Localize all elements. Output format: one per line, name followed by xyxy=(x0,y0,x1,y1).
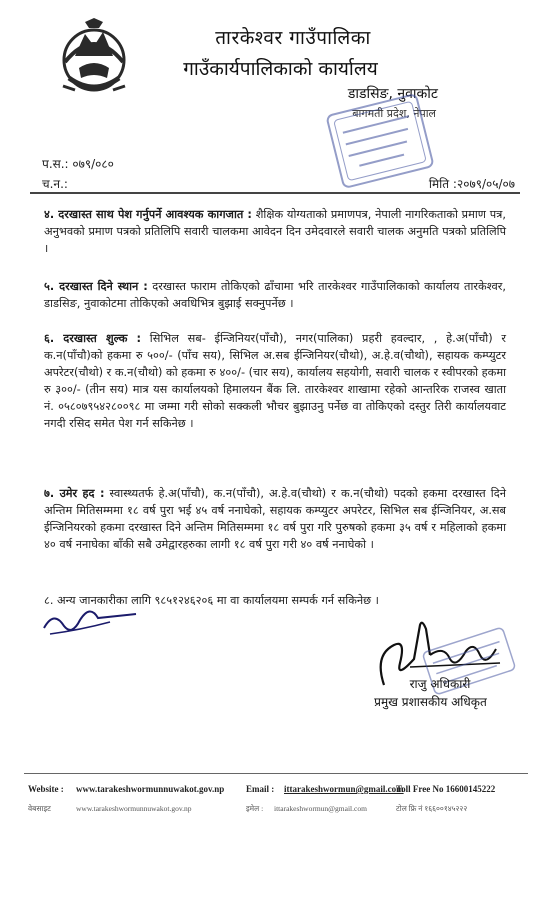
email-label-nepali: इमेल : xyxy=(246,804,264,813)
signatory-title: प्रमुख प्रशासकीय अधिकृत xyxy=(374,695,487,709)
office-name: गाउँकार्यपालिकाको कार्यालय xyxy=(183,58,378,80)
section-text: सिभिल सब- ईन्जिनियर(पाँचौ), नगर(पालिका) प्रहरी हवल्दार, , हे.अ(पाँचौ) र क.न(पाँचौ)को हकमा रु ५००/- (पाँच सय), सिभिल अ.सब ईन्जिनियर(चौथो), अ.हे.व(चौथो), सहायक कम्प्युटर अपरेटर(चौथो) र क.न(चौथो) को हकमा रु ४००/- (चार सय), कार्यालय सहयोगी, सवारी चालक र स्वीपरको हकमा रु ३००/- (तीन सय) मात्र यस कार्यालयको हिमालयन बैंक लि. तारकेश्वर शाखामा रहेको आन्तरिक राजस्व खाता नं. ०५८०७९५४२८००९८ मा जम्मा गरी सोको सक्कली भौचर बुझाउनु पर्नेछ वा तोकिएको दस्तुर तिरी कार्यालयवाट नगदी रसिद समेत पेश गर्न सकिनेछ । xyxy=(44,332,506,430)
section-age-limit xyxy=(44,485,506,553)
footer-divider xyxy=(24,773,528,774)
letter-ps-number: प.स.: ०७९/०८० xyxy=(42,157,114,171)
section-heading: ७. उमेर हद : xyxy=(44,487,105,500)
email-label: Email : xyxy=(246,784,275,794)
section-heading: ६. दरखास्त शुल्क : xyxy=(44,332,142,345)
email-link-nepali[interactable]: ittarakeshwormun@gmail.com xyxy=(274,804,367,813)
section-other-info: ८. अन्य जानकारीका लागि ९८५१२४६२०६ मा वा कार्यालयमा सम्पर्क गर्न सकिनेछ । xyxy=(44,594,379,607)
section-application-fee xyxy=(44,330,506,432)
municipality-name: तारकेश्वर गाउँपालिका xyxy=(215,27,371,49)
email-link[interactable]: ittarakeshwormun@gmail.com xyxy=(284,784,404,794)
letter-date: मिति :२०७९/०५/०७ xyxy=(428,177,515,191)
section-text: दरखास्त फाराम तोकिएको ढाँचामा भरि तारकेश्वर गाउँपालिकाको कार्यालय तारकेश्वर, डाडसिङ, नुवाकोटमा तोकिएको अवधिभित्र बुझाई सक्नुपर्नेछ । xyxy=(44,280,506,310)
section-text: स्वास्थ्यतर्फ हे.अ(पाँचौ), क.न(पाँचौ), अ.हे.व(चौथो) र क.न(चौथो) पदको हकमा दरखास्त दिने अन्तिम मितिसम्ममा १८ वर्ष पुरा भई ४५ वर्ष ननाघेको, सहायक कम्प्युटर अपरेटर, सिभिल सब ईन्जिनियर, अ.सब ईन्जिनियरको हकमा दरखास्त दिने अन्तिम मितिसम्ममा १८ वर्ष पुरा गरि पुरुषको हकमा ३५ वर्ष र महिलाको हकमा ४० वर्ष ननाघेका बाँकी सबै उमेद्वारहरुका लागी १८ वर्ष पुरा गरी ४० वर्ष ननाघेको । xyxy=(44,487,506,551)
website-link[interactable]: www.tarakeshwormunnuwakot.gov.np xyxy=(76,784,225,794)
nepal-emblem-icon xyxy=(55,16,133,100)
section-submission-place xyxy=(44,278,506,312)
dispatch-number: च.न.: xyxy=(42,177,68,191)
website-label-nepali: वेबसाइट xyxy=(28,804,51,813)
header-divider xyxy=(30,192,520,194)
section-required-documents xyxy=(44,206,506,257)
section-heading: ५. दरखास्त दिने स्थान : xyxy=(44,280,148,293)
section-text: शैक्षिक योग्यताको प्रमाणपत्र, नेपाली नागरिकताको प्रमाण पत्र, अनुभवको प्रमाण पत्रको प्रतिलिपि सवारी चालकमा आवेदन दिन उमेदवारले सवारी चालक अनुमति पत्रको प्रतिलिपि । xyxy=(44,208,506,255)
office-location: डाडसिङ, नुवाकोट xyxy=(347,86,438,102)
toll-free-number-nepali: टोल फ्रि नं १६६००१४५२२२ xyxy=(396,804,468,813)
website-label: Website : xyxy=(28,784,64,794)
website-link-nepali[interactable]: www.tarakeshwormunnuwakot.gov.np xyxy=(76,804,192,813)
signatory-name: राजु अधिकारी xyxy=(409,677,471,691)
pen-scribble-icon xyxy=(40,600,140,640)
province-name: बागमती प्रदेश, नेपाल xyxy=(352,107,436,120)
toll-free-number: Toll Free No 16600145222 xyxy=(396,784,496,794)
section-heading: ४. दरखास्त साथ पेश गर्नुपर्ने आवश्यक कागजात : xyxy=(44,208,252,221)
